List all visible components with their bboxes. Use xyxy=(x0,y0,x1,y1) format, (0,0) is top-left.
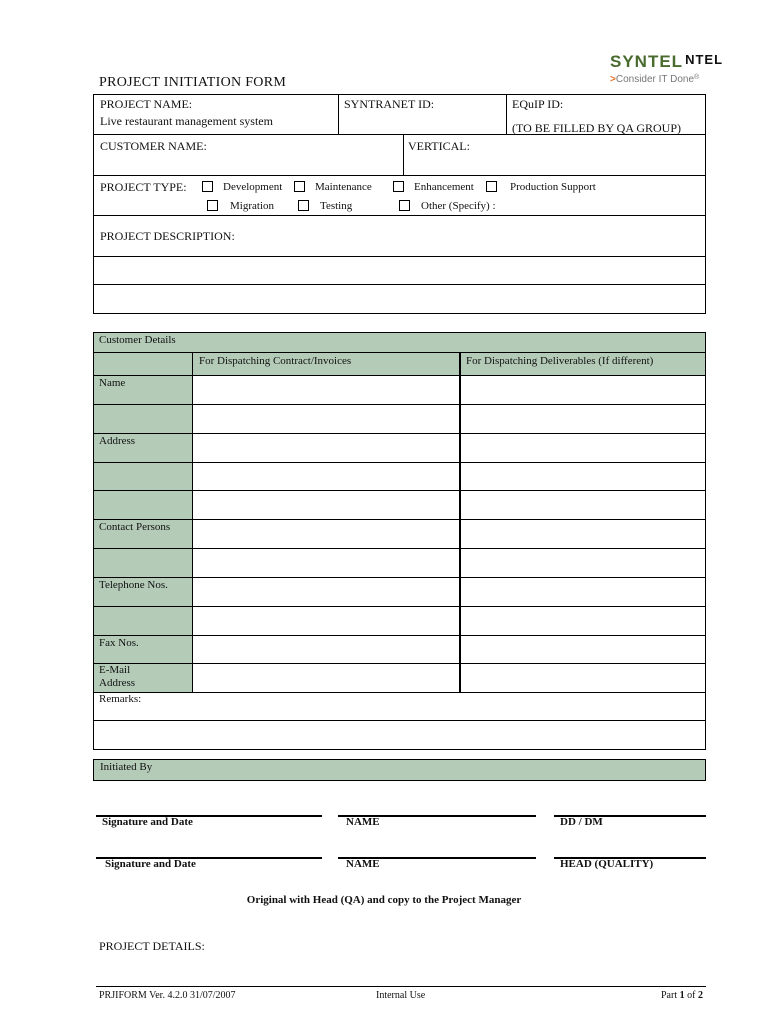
contact-persons-row-label: Contact Persons xyxy=(99,521,171,533)
divider xyxy=(93,462,706,463)
divider xyxy=(93,548,706,549)
contract-column-header: For Dispatching Contract/Invoices xyxy=(199,355,352,367)
footer-form-id: PRJIFORM Ver. 4.2.0 31/07/2007 xyxy=(99,990,236,1001)
name-label-1: NAME xyxy=(346,816,380,828)
deliverables-fax-field[interactable] xyxy=(462,637,704,662)
logo-arrow-icon: > xyxy=(610,74,616,85)
production-support-checkbox[interactable] xyxy=(486,181,497,192)
divider xyxy=(93,606,706,607)
divider xyxy=(93,663,706,664)
divider xyxy=(93,256,706,257)
distribution-note: Original with Head (QA) and copy to the Project Manager xyxy=(246,894,522,906)
divider xyxy=(93,519,706,520)
contract-fax-field[interactable] xyxy=(194,637,458,662)
divider xyxy=(93,284,706,285)
other-checkbox[interactable] xyxy=(399,200,410,211)
initiated-by-label: Initiated By xyxy=(100,761,153,773)
head-quality-label: HEAD (QUALITY) xyxy=(560,858,654,870)
syntranet-id-label: SYNTRANET ID: xyxy=(344,97,435,111)
development-option-label: Development xyxy=(223,181,283,193)
divider xyxy=(93,692,706,693)
enhancement-checkbox[interactable] xyxy=(393,181,404,192)
footer-part-of: of xyxy=(684,990,698,1001)
logo-tagline xyxy=(610,74,699,85)
maintenance-option-label: Maintenance xyxy=(315,181,372,193)
name-label-2: NAME xyxy=(346,858,380,870)
divider xyxy=(93,404,706,405)
logo-brand: SYNTEL xyxy=(610,52,684,71)
divider xyxy=(93,490,706,491)
deliverables-column-header: For Dispatching Deliverables (If different) xyxy=(466,355,654,367)
project-details-label: PROJECT DETAILS: xyxy=(99,939,205,953)
footer-part-num: 1 xyxy=(679,990,685,1001)
email-row-label-line1: E-Mail xyxy=(99,664,131,676)
equip-id-note: (TO BE FILLED BY QA GROUP) xyxy=(512,121,682,135)
divider xyxy=(506,94,507,135)
maintenance-checkbox[interactable] xyxy=(294,181,305,192)
initiated-by-bar xyxy=(93,759,706,781)
contract-name-field[interactable] xyxy=(194,377,458,403)
signature-date-label-2: Signature and Date xyxy=(105,858,196,870)
address-row-label: Address xyxy=(99,435,136,447)
divider xyxy=(93,577,706,578)
form-title: PROJECT INITIATION FORM xyxy=(99,75,287,90)
other-option-label: Other (Specify) : xyxy=(421,200,496,212)
customer-name-field[interactable] xyxy=(96,155,400,173)
divider xyxy=(93,375,706,376)
divider xyxy=(93,433,706,434)
contract-address-field[interactable] xyxy=(194,435,458,461)
footer-part-prefix: Part xyxy=(661,990,680,1001)
project-name-label: PROJECT NAME: xyxy=(100,97,193,111)
testing-checkbox[interactable] xyxy=(298,200,309,211)
fax-row-label: Fax Nos. xyxy=(99,637,139,649)
footer-part-total: 2 xyxy=(697,990,703,1001)
deliverables-telephone-field[interactable] xyxy=(462,579,704,605)
remarks-label: Remarks: xyxy=(99,693,142,705)
telephone-row-label: Telephone Nos. xyxy=(99,579,168,591)
project-description-field-1[interactable] xyxy=(95,258,704,283)
email-row-label-line2: Address xyxy=(99,677,136,689)
logo-overlap: NTEL xyxy=(685,52,724,67)
divider xyxy=(93,175,706,176)
contract-telephone-field[interactable] xyxy=(194,579,458,605)
divider xyxy=(192,352,193,692)
footer-classification: Internal Use xyxy=(376,990,426,1001)
logo-wordmark xyxy=(610,52,723,72)
divider xyxy=(93,352,706,353)
logo-tagline-text: Consider IT Done xyxy=(615,74,695,85)
syntranet-id-field[interactable] xyxy=(340,112,504,132)
equip-id-label: EQuIP ID: xyxy=(512,97,564,111)
customer-details-table xyxy=(93,332,706,750)
enhancement-option-label: Enhancement xyxy=(414,181,474,193)
customer-details-title: Customer Details xyxy=(99,334,176,346)
development-checkbox[interactable] xyxy=(202,181,213,192)
deliverables-email-field[interactable] xyxy=(462,665,704,691)
divider xyxy=(93,215,706,216)
footer-page-number xyxy=(661,990,703,1001)
deliverables-name-field[interactable] xyxy=(462,377,704,403)
production-support-option-label: Production Support xyxy=(510,181,596,193)
name-row-label: Name xyxy=(99,377,126,389)
syntel-logo xyxy=(610,52,766,88)
footer-divider xyxy=(96,986,706,987)
migration-checkbox[interactable] xyxy=(207,200,218,211)
project-name-field[interactable]: Live restaurant management system xyxy=(100,114,273,128)
divider xyxy=(93,720,706,721)
dd-dm-label: DD / DM xyxy=(560,816,603,828)
divider xyxy=(93,635,706,636)
vertical-field[interactable] xyxy=(406,155,702,173)
divider xyxy=(459,352,461,692)
project-type-label: PROJECT TYPE: xyxy=(100,180,187,194)
contract-email-field[interactable] xyxy=(194,665,458,691)
deliverables-contact-field[interactable] xyxy=(462,521,704,547)
contract-contact-field[interactable] xyxy=(194,521,458,547)
vertical-label: VERTICAL: xyxy=(408,139,470,153)
deliverables-address-field[interactable] xyxy=(462,435,704,461)
signature-date-label-1: Signature and Date xyxy=(102,816,193,828)
logo-registered-mark: ® xyxy=(694,74,700,81)
remarks-field[interactable] xyxy=(95,722,704,748)
customer-name-label: CUSTOMER NAME: xyxy=(100,139,207,153)
migration-option-label: Migration xyxy=(230,200,274,212)
project-description-field-2[interactable] xyxy=(95,286,704,312)
divider xyxy=(338,94,339,135)
testing-option-label: Testing xyxy=(320,200,353,212)
divider xyxy=(403,134,404,175)
project-description-label: PROJECT DESCRIPTION: xyxy=(100,229,235,243)
